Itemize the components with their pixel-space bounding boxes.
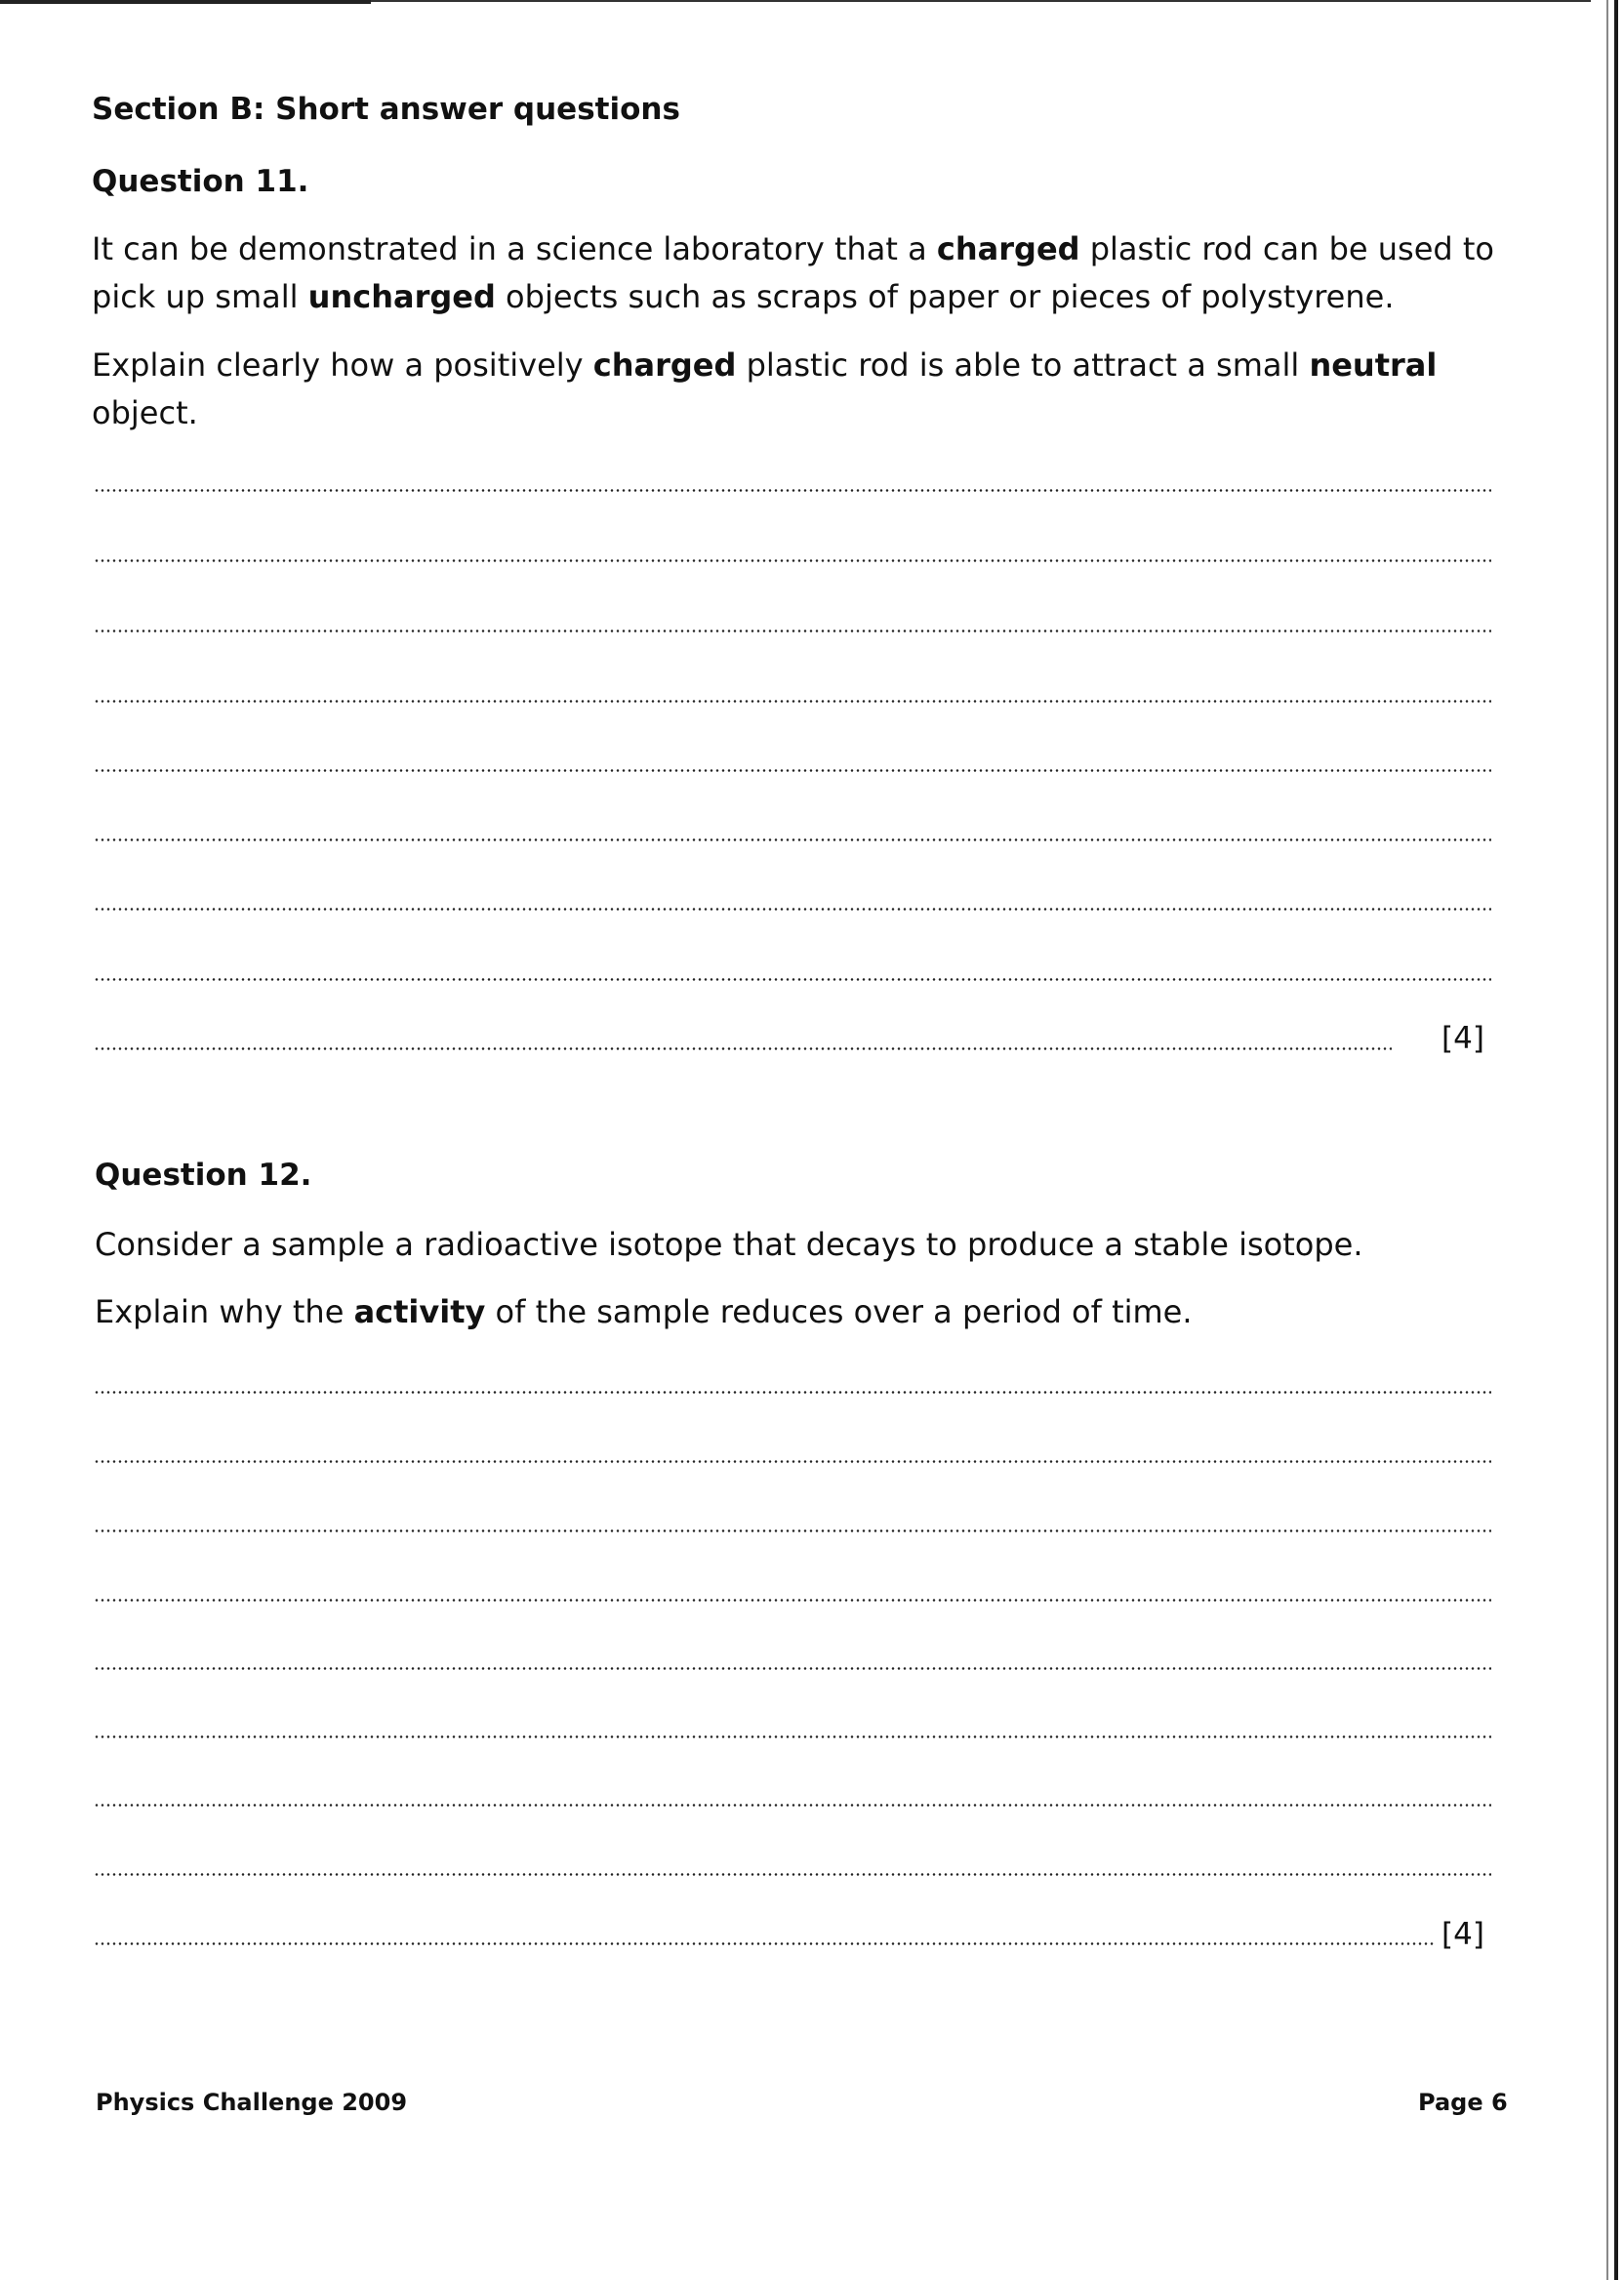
scan-right-edge xyxy=(1614,0,1618,2280)
answer-line[interactable] xyxy=(94,1391,1491,1394)
q11-p1-text-3: objects such as scraps of paper or pieces of polystyrene. xyxy=(495,278,1395,315)
answer-line[interactable] xyxy=(94,1460,1491,1463)
q12-p2-text-2: of the sample reduces over a period of time. xyxy=(485,1293,1193,1330)
question-12-marks: [4] xyxy=(1441,1917,1484,1952)
answer-line[interactable] xyxy=(94,1942,1435,1945)
answer-line[interactable] xyxy=(94,1529,1491,1532)
question-12-paragraph-2 xyxy=(95,1288,1500,1336)
answer-line[interactable] xyxy=(94,1047,1392,1050)
answer-line[interactable] xyxy=(94,1667,1491,1670)
answer-line[interactable] xyxy=(94,1599,1491,1602)
q11-p2-bold-charged: charged xyxy=(592,346,737,384)
answer-line[interactable] xyxy=(94,489,1491,492)
footer-title: Physics Challenge 2009 xyxy=(96,2089,408,2116)
q11-p2-text-3: object. xyxy=(92,394,198,431)
scan-right-edge-inner xyxy=(1606,0,1608,2280)
q11-p2-text-1: Explain clearly how a positively xyxy=(92,346,593,384)
answer-line[interactable] xyxy=(94,559,1491,562)
answer-line[interactable] xyxy=(94,838,1491,841)
answer-line[interactable] xyxy=(94,908,1491,911)
scan-top-border-thick xyxy=(0,0,371,4)
answer-line[interactable] xyxy=(94,1804,1491,1807)
q11-p1-bold-uncharged: uncharged xyxy=(307,278,496,315)
q12-p2-bold-activity: activity xyxy=(353,1293,486,1330)
question-11-marks: [4] xyxy=(1441,1021,1484,1056)
q11-p1-bold-charged: charged xyxy=(936,230,1080,267)
answer-line[interactable] xyxy=(94,1873,1491,1876)
page-number: Page 6 xyxy=(1418,2089,1508,2116)
question-11-title: Question 11. xyxy=(92,164,309,199)
section-title: Section B: Short answer questions xyxy=(92,92,680,127)
question-11-paragraph-1 xyxy=(92,225,1497,321)
answer-line[interactable] xyxy=(94,700,1491,703)
question-11-paragraph-2 xyxy=(92,342,1497,437)
answer-line[interactable] xyxy=(94,630,1491,632)
q11-p2-bold-neutral: neutral xyxy=(1309,346,1438,384)
question-12-paragraph-1: Consider a sample a radioactive isotope that decays to produce a stable isotope. xyxy=(95,1226,1363,1263)
answer-line[interactable] xyxy=(94,1735,1491,1738)
q11-p2-text-2: plastic rod is able to attract a small xyxy=(736,346,1310,384)
q12-p2-text-1: Explain why the xyxy=(95,1293,354,1330)
q11-p1-text-1: It can be demonstrated in a science laboratory that a xyxy=(92,230,937,267)
question-12-title: Question 12. xyxy=(95,1158,312,1193)
q11-p1-text-2: plastic rod can be used to pick up small xyxy=(92,230,1494,315)
answer-line[interactable] xyxy=(94,978,1491,981)
answer-line[interactable] xyxy=(94,769,1491,772)
